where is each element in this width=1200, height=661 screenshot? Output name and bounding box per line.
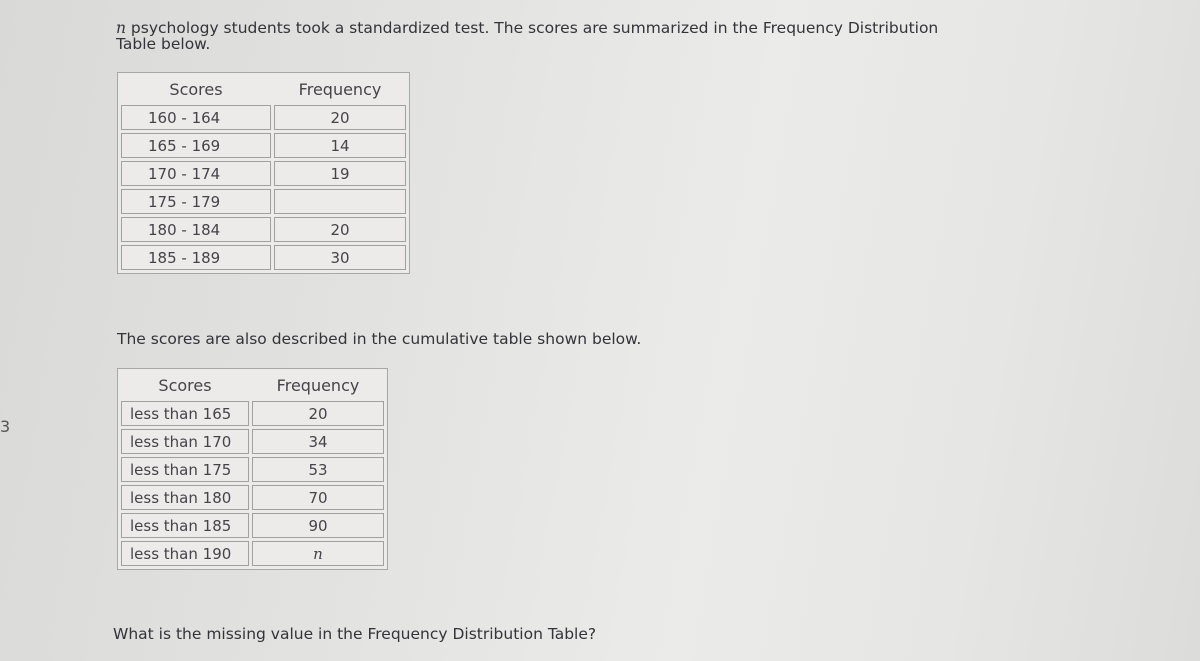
frequency-cell: 30 — [274, 245, 406, 270]
scores-cell: 170 - 174 — [121, 161, 271, 186]
column-header-frequency: Frequency — [276, 375, 360, 395]
table-row — [121, 485, 384, 510]
table-row — [121, 541, 384, 566]
table-row — [121, 105, 406, 130]
scores-cell: less than 165 — [121, 401, 249, 426]
frequency-cell: 34 — [252, 429, 384, 454]
frequency-cell: 53 — [252, 457, 384, 482]
scores-cell: 180 - 184 — [121, 217, 271, 242]
scores-cell: 185 - 189 — [121, 245, 271, 270]
table-row — [121, 245, 406, 270]
table-row — [121, 189, 406, 214]
cumulative-frequency-table — [117, 368, 388, 570]
table-header-row — [121, 76, 406, 102]
scores-cell: less than 185 — [121, 513, 249, 538]
scores-cell: less than 190 — [121, 541, 249, 566]
frequency-cell: 20 — [274, 105, 406, 130]
scores-cell: 175 - 179 — [121, 189, 271, 214]
intro-variable: n — [116, 19, 126, 37]
frequency-cell: 19 — [274, 161, 406, 186]
scores-cell: less than 175 — [121, 457, 249, 482]
table-row — [121, 457, 384, 482]
column-header-scores: Scores — [169, 79, 223, 99]
intro-body: psychology students took a standardized test. The scores are summarized in the Frequency Distribution Table below. — [116, 19, 939, 53]
column-header-frequency: Frequency — [298, 79, 382, 99]
table-row — [121, 217, 406, 242]
scores-cell: 160 - 164 — [121, 105, 271, 130]
scores-cell: less than 170 — [121, 429, 249, 454]
scores-cell: less than 180 — [121, 485, 249, 510]
frequency-cell: 20 — [274, 217, 406, 242]
question-text: What is the missing value in the Frequency Distribution Table? — [113, 625, 597, 643]
column-header-scores: Scores — [158, 375, 212, 395]
scores-cell: 165 - 169 — [121, 133, 271, 158]
cumulative-intro-text: The scores are also described in the cumulative table shown below. — [117, 330, 642, 348]
missing-frequency-cell — [274, 189, 406, 214]
table-row — [121, 513, 384, 538]
table-row — [121, 429, 384, 454]
frequency-cell: 14 — [274, 133, 406, 158]
table-row — [121, 161, 406, 186]
frequency-cell: 70 — [252, 485, 384, 510]
table-header-row — [121, 372, 384, 398]
frequency-cell: 90 — [252, 513, 384, 538]
edge-mark: 3 — [0, 417, 11, 436]
frequency-cell: 20 — [252, 401, 384, 426]
frequency-cell: n — [252, 541, 384, 566]
table-row — [121, 133, 406, 158]
frequency-distribution-table — [117, 72, 410, 274]
intro-text — [116, 20, 956, 52]
table-row — [121, 401, 384, 426]
